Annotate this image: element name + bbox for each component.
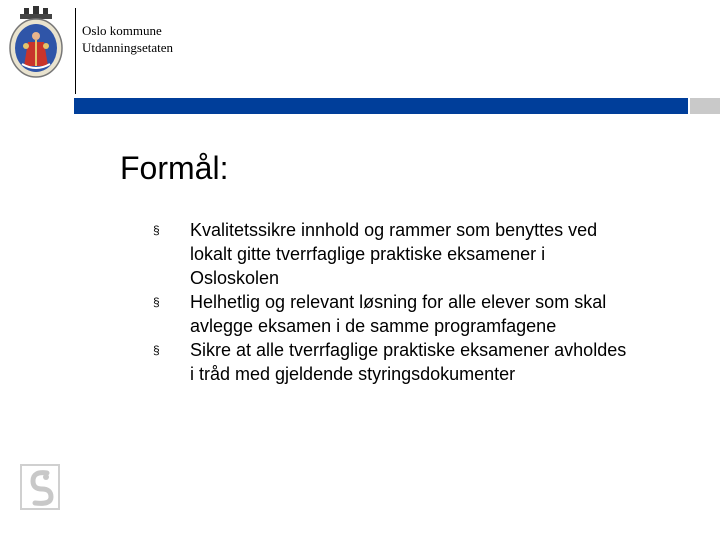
bullet-symbol: § (153, 295, 160, 309)
list-item (150, 218, 630, 290)
bullet-text: Sikre at alle tverrfaglige praktiske eksamener avholdes i tråd med gjeldende styringsdokumenter (190, 340, 627, 384)
org-line-1: Oslo kommune (82, 23, 162, 38)
slide-title: Formål: (120, 150, 229, 186)
bullet-symbol: § (153, 223, 160, 237)
bullet-symbol: § (153, 343, 160, 357)
org-line-2: Utdanningsetaten (82, 40, 173, 55)
list-item (150, 338, 630, 386)
header-grey-bar (690, 98, 720, 114)
header-blue-bar (74, 98, 688, 114)
header-divider (75, 8, 76, 94)
oslo-coat-of-arms-icon (8, 6, 64, 80)
bullet-text: Kvalitetssikre innhold og rammer som benyttes ved lokalt gitte tverrfaglige praktiske eksamener i Osloskolen (190, 220, 598, 288)
organization-name (82, 22, 173, 56)
bullet-text: Helhetlig og relevant løsning for alle elever som skal avlegge eksamen i de samme programfagene (190, 292, 607, 336)
bullet-list (150, 218, 630, 386)
oslo-watermark-icon (20, 464, 60, 510)
list-item (150, 290, 630, 338)
